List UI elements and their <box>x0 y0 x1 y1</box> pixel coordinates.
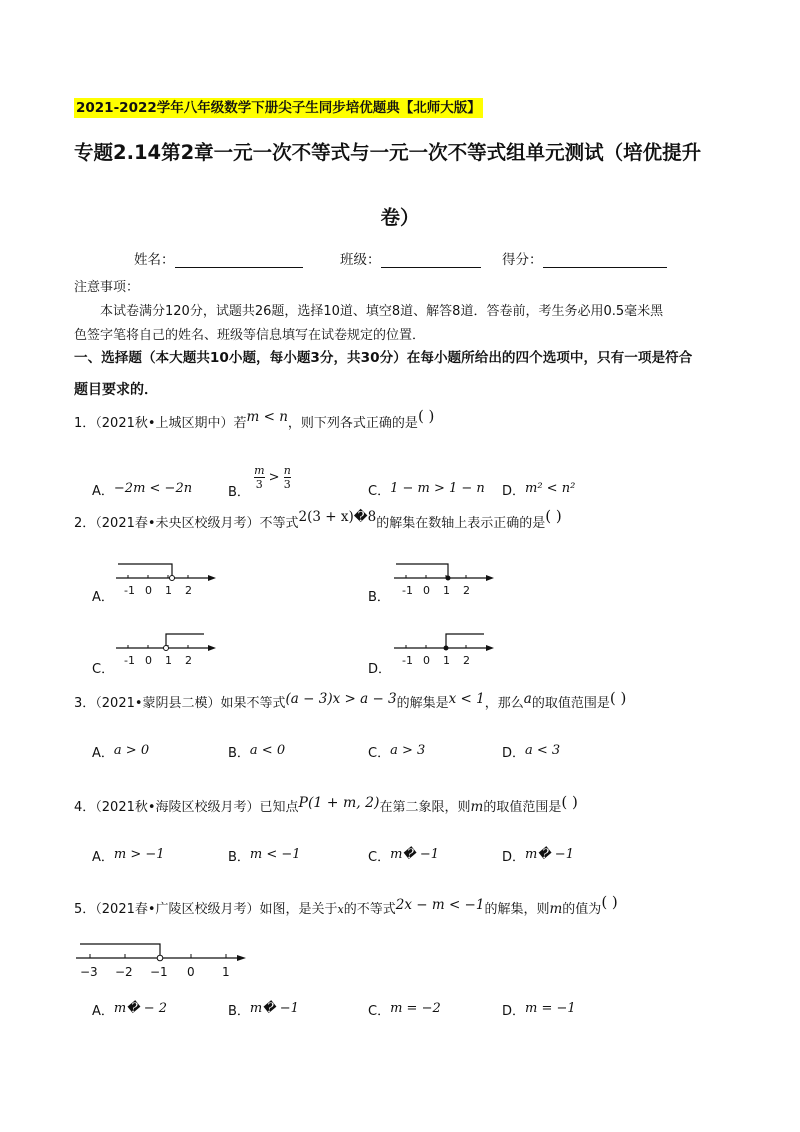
notice-text-2: 色签字笔将自己的姓名、班级等信息填写在试卷规定的位置． <box>74 328 426 343</box>
option-label: D． <box>502 746 526 761</box>
option-label: A． <box>92 746 114 761</box>
tick-label: 2 <box>185 584 192 597</box>
option-label: C． <box>368 850 391 865</box>
option-value: a > 3 <box>390 743 426 758</box>
q5-text-2: 的不等式 <box>343 902 396 917</box>
tick-label: −1 <box>150 965 168 979</box>
numerator: m <box>254 464 265 477</box>
q3-answer-paren[interactable]: ( ) <box>609 689 627 707</box>
q5-option-c[interactable] <box>368 1000 441 1019</box>
q1-text: 1．（2021秋•上城区期中）若 <box>74 416 247 431</box>
name-field <box>134 248 303 268</box>
option-value: m� −1 <box>249 1001 299 1016</box>
closed-endpoint <box>446 576 451 581</box>
option-label: C． <box>368 746 391 761</box>
q3-text-4: 的取值范围是 <box>531 696 610 711</box>
question-4-stem <box>74 793 578 815</box>
q4-option-d[interactable] <box>502 846 574 865</box>
tick-label: 1 <box>222 965 230 979</box>
q4-text-2: 在第二象限，则 <box>379 800 471 815</box>
tick-label: -1 <box>402 654 413 667</box>
solution-bracket <box>80 944 160 958</box>
tick-label: 2 <box>185 654 192 667</box>
option-value: m < −1 <box>249 847 301 862</box>
q5-text-4: 的值为 <box>562 902 602 917</box>
q2-option-d-number-line[interactable] <box>390 630 498 670</box>
q4-variable: m <box>470 799 484 815</box>
question-1-stem <box>74 407 435 431</box>
tick-label: 0 <box>423 584 430 597</box>
tick-label: 1 <box>165 654 172 667</box>
q1-option-c[interactable] <box>368 480 485 499</box>
class-blank[interactable] <box>381 253 481 268</box>
option-label: B． <box>228 1004 250 1019</box>
open-endpoint <box>157 955 163 961</box>
option-label: C． <box>368 484 391 499</box>
denominator: 3 <box>283 478 291 491</box>
q4-option-b[interactable] <box>228 846 301 865</box>
page-title: 专题2.14第2章一元一次不等式与一元一次不等式组单元测试（培优提升 <box>74 141 702 164</box>
q2-text-2: 的解集在数轴上表示正确的是 <box>376 516 546 531</box>
notice-text-1: 本试卷满分120分，试题共26题，选择10道、填空8道、解答8道．答卷前，考生务必用0.5毫米黑 <box>100 304 664 319</box>
tick-label: −2 <box>115 965 133 979</box>
fraction-n-over-3 <box>284 464 291 491</box>
option-value: m� − 2 <box>113 1001 167 1016</box>
name-label: 姓名： <box>134 252 175 268</box>
option-value: m > −1 <box>113 847 165 862</box>
question-5-stem <box>74 893 618 917</box>
tick-label: -1 <box>124 584 135 597</box>
option-label: A． <box>92 850 114 865</box>
option-label: B． <box>228 850 250 865</box>
class-label: 班级： <box>340 252 381 268</box>
axis-arrow <box>237 955 246 961</box>
q5-answer-paren[interactable]: ( ) <box>601 893 618 911</box>
notice-heading: 注意事项： <box>74 280 140 295</box>
q1-condition: m < n <box>246 409 288 425</box>
q3-option-b[interactable] <box>228 742 285 761</box>
q1-option-d[interactable] <box>502 480 575 499</box>
q5-variable-x: x <box>337 903 344 916</box>
fraction-m-over-3 <box>254 464 264 491</box>
tick-label: 0 <box>187 965 195 979</box>
section-heading-2: 题目要求的． <box>74 382 158 398</box>
option-label: D． <box>502 850 526 865</box>
option-value: a > 0 <box>113 743 150 758</box>
question-3-stem <box>74 689 627 711</box>
q1-answer-paren[interactable]: ( ) <box>417 407 435 425</box>
tick-label: 2 <box>463 584 470 597</box>
option-label: A． <box>92 484 114 499</box>
relation: > <box>268 470 280 485</box>
score-blank[interactable] <box>543 253 667 268</box>
tick-label: 1 <box>165 584 172 597</box>
q3-solution: x < 1 <box>448 691 485 707</box>
question-2-stem <box>74 507 562 531</box>
axis-arrow <box>208 575 216 581</box>
series-header: 2021-2022学年八年级数学下册尖子生同步培优题典【北师大版】 <box>76 100 481 116</box>
axis-arrow <box>486 575 494 581</box>
option-label: B． <box>228 746 250 761</box>
tick-label: 2 <box>463 654 470 667</box>
q3-option-c[interactable] <box>368 742 425 761</box>
tick-label: 1 <box>443 584 450 597</box>
q4-text: 4．（2021秋•海陵区校级月考）已知点 <box>74 800 299 815</box>
tick-label: 0 <box>423 654 430 667</box>
option-value: m = −1 <box>525 1001 576 1016</box>
q2-option-c-label[interactable]: C． <box>92 662 115 677</box>
q4-point: P(1 + m, 2) <box>298 795 380 811</box>
solution-bracket <box>396 564 448 578</box>
tick-label: -1 <box>124 654 135 667</box>
score-field <box>502 248 667 268</box>
q3-text: 3．（2021•蒙阴县二模）如果不等式 <box>74 696 286 711</box>
q2-text: 2．（2021春•未央区校级月考）不等式 <box>74 516 299 531</box>
q2-option-a-number-line[interactable] <box>112 560 220 600</box>
q4-text-3: 的取值范围是 <box>483 800 562 815</box>
tick-label: 1 <box>443 654 450 667</box>
option-value: 1 − m > 1 − n <box>390 481 485 496</box>
axis-arrow <box>486 645 494 651</box>
q4-answer-paren[interactable]: ( ) <box>561 793 578 811</box>
q2-option-a-label[interactable]: A． <box>92 590 114 605</box>
q3-text-2: 的解集是 <box>396 696 449 711</box>
q5-text: 5．（2021春•广陵区校级月考）如图，是关于 <box>74 902 338 917</box>
option-value: −2m < −2n <box>113 481 193 496</box>
option-label: C． <box>368 1004 391 1019</box>
tick-label: −3 <box>80 965 98 979</box>
q3-variable: a <box>523 691 532 707</box>
option-label: A． <box>92 1004 114 1019</box>
q5-inequality: 2x − m < −1 <box>395 897 485 913</box>
q1-option-a[interactable] <box>92 480 192 499</box>
q5-variable: m <box>549 901 563 917</box>
closed-endpoint <box>444 646 449 651</box>
q1-option-b[interactable] <box>228 464 291 500</box>
q4-option-a[interactable] <box>92 846 165 865</box>
q2-option-b-number-line[interactable] <box>390 560 498 600</box>
open-endpoint <box>164 646 169 651</box>
option-value: m� −1 <box>525 847 574 862</box>
q2-option-c-number-line[interactable] <box>112 630 220 670</box>
class-field <box>340 248 481 268</box>
solution-bracket <box>118 564 172 578</box>
q2-inequality: 2(3 + x)�8 <box>298 509 377 525</box>
option-value: m = −2 <box>390 1001 441 1016</box>
q3-text-3: ，那么 <box>484 696 524 711</box>
q5-option-b[interactable] <box>228 1000 299 1019</box>
page-title-continued: 卷） <box>380 206 420 229</box>
q5-option-a[interactable] <box>92 1000 167 1019</box>
name-blank[interactable] <box>175 253 303 268</box>
q3-option-a[interactable] <box>92 742 149 761</box>
q3-option-d[interactable] <box>502 742 560 761</box>
q5-number-line <box>74 936 250 980</box>
numerator: n <box>283 464 291 477</box>
option-label: B． <box>228 485 250 500</box>
option-value: m² < n² <box>525 481 576 496</box>
solution-bracket <box>446 634 484 648</box>
q3-inequality: (a − 3)x > a − 3 <box>285 691 397 707</box>
q5-option-d[interactable] <box>502 1000 576 1019</box>
q1-text-2: ，则下列各式正确的是 <box>287 416 418 431</box>
q4-option-c[interactable] <box>368 846 439 865</box>
score-label: 得分： <box>502 252 543 268</box>
axis-arrow <box>208 645 216 651</box>
option-value: a < 0 <box>249 743 286 758</box>
tick-label: 0 <box>145 654 152 667</box>
section-heading-1: 一、选择题（本大题共10小题，每小题3分，共30分）在每小题所给出的四个选项中，只有一项是符合 <box>74 350 693 366</box>
option-label: D． <box>502 484 526 499</box>
q5-text-3: 的解集，则 <box>484 902 550 917</box>
q2-answer-paren[interactable]: ( ) <box>545 507 562 525</box>
option-value: a < 3 <box>525 743 561 758</box>
q2-option-b-label[interactable]: B． <box>368 590 390 605</box>
option-value: m� −1 <box>390 847 440 862</box>
q2-option-d-label[interactable]: D． <box>368 662 392 677</box>
solution-bracket <box>166 634 204 648</box>
open-endpoint <box>170 576 175 581</box>
tick-label: 0 <box>145 584 152 597</box>
option-label: D． <box>502 1004 526 1019</box>
tick-label: -1 <box>402 584 413 597</box>
denominator: 3 <box>255 478 263 491</box>
